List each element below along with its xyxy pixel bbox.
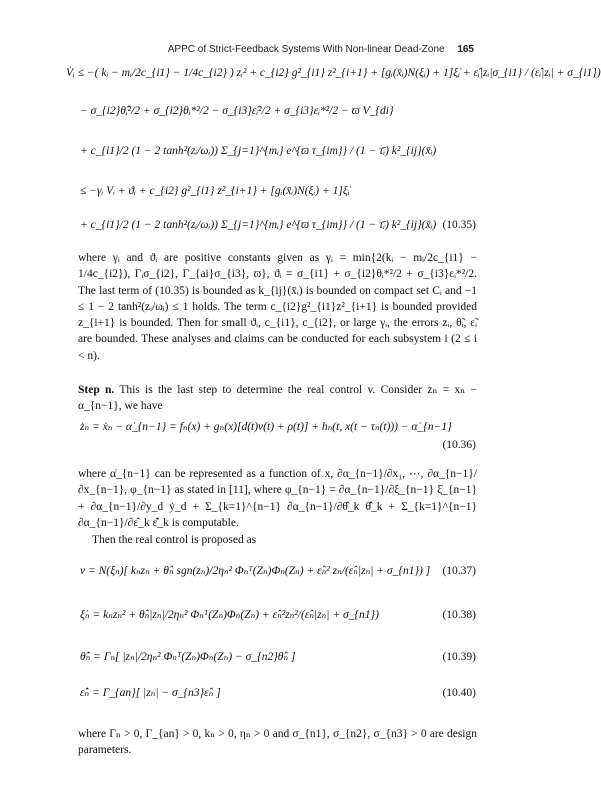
running-title: APPC of Strict-Feedback Systems With Non-linear Dead-Zone xyxy=(167,44,445,55)
eq-10-36-body: żₙ = ẋₙ − α̇_{n−1} = fₙ(x) + gₙ(x)[d(t)v(t) + ρ(t)] + hₙ(t, x(t − τₙ(t))) − α̇_{n−1} xyxy=(80,421,452,433)
paragraph-step-n xyxy=(78,382,477,415)
paragraph-control-intro: Then the real control is proposed as xyxy=(92,534,257,546)
paragraph-design-params: where Γₙ > 0, Γ_{an} > 0, kₙ > 0, ηₙ > 0 and σ_{n1}, σ_{n2}, σ_{n3} > 0 are design parameters. xyxy=(78,728,477,757)
equation-10-35 xyxy=(66,67,601,244)
eq-10-38-body: ξ̇ₙ = kₙzₙ² + θ̂ₙ|zₙ|/2ηₙ² Φₙᵀ(Zₙ)Φₙ(Zₙ) + ε̂ₙ²zₙ²/(ε̂ₙ|zₙ| + σ_{n1}) xyxy=(80,609,379,621)
eq-line-1: V̇ᵢ ≤ −( kᵢ − mᵢ/2c_{i1} − 1/4c_{i2} ) zᵢ² + c_{i2} g²_{i1} z²_{i+1} + [gᵢ(x̄ᵢ)N(ξᵢ) + 1]ξ̇ᵢ + ε̂ᵢ|zᵢ|σ_{i1} / (ε̂ᵢ|zᵢ| + σ_{i1}) xyxy=(66,67,601,79)
equation-number: (10.39) xyxy=(442,651,476,663)
eq-10-40-body: ε̂̇ₙ = Γ_{an}[ |zₙ| − σ_{n3}ε̂ₙ ] xyxy=(80,687,221,699)
equation-10-39 xyxy=(66,638,476,678)
step-label: Step n. xyxy=(78,384,115,396)
equation-number: (10.35) xyxy=(442,219,476,231)
page-number: 165 xyxy=(457,44,474,55)
eq-10-39-body: θ̂̇ₙ = Γₙ[ |zₙ|/2ηₙ² Φₙᵀ(Zₙ)Φₙ(Zₙ) − σ_{n2}θ̂ₙ ] xyxy=(80,651,296,663)
eq-line-5: + c_{i1}/2 (1 − 2 tanh²(zᵢ/ωᵢ)) Σ_{j=1}^{mᵢ} e^{ϖ τ_{im}} / (1 − τ̄ᵢ) k²_{ij}(x̄ᵢ) xyxy=(80,219,437,231)
equation-10-37 xyxy=(66,552,476,592)
running-header xyxy=(0,44,474,55)
equation-10-40 xyxy=(66,684,476,708)
paragraph-alpha-dot: where α̇_{n−1} can be represented as a function of x, ∂α_{n−1}/∂x₁, ⋯, ∂α_{n−1}/∂x_{n−1}, φ_{n−1} as stated in [11], where φ_{n−1} = ∂α_{n−1}/∂ξ_{n−1} ξ̇_{n−1} + ∂α_{n−1}/∂y_d ẏ_d + Σ_{k=1}^{n−1} ∂α_{n−1}/∂θ̂_k θ̂̇_k + Σ_{k=1}^{n−1} ∂α_{n−1}/∂ε̂_k ε̂̇_k is computable. xyxy=(78,468,477,529)
eq-line-3: + c_{i1}/2 (1 − 2 tanh²(zᵢ/ωᵢ)) Σ_{j=1}^{mᵢ} e^{ϖ τ_{im}} / (1 − τ̄ᵢ) k²_{ij}(x̄ᵢ) xyxy=(80,145,437,157)
eq-line-2: − σ_{i2}θ̂ᵢ²/2 + σ_{i2}θᵢ*²/2 − σ_{i3}ε̂ᵢ²/2 + σ_{i3}εᵢ*²/2 − ϖ V_{di} xyxy=(80,105,394,117)
eq-10-37-body: v = N(ξₙ)[ kₙzₙ + θ̂ₙ sgn(zₙ)/2ηₙ² Φₙᵀ(Zₙ)Φₙ(Zₙ) + ε̂ₙ² zₙ/(ε̂ₙ|zₙ| + σ_{n1}) ] xyxy=(80,565,431,577)
eq-line-4: ≤ −γᵢ Vᵢ + ϑᵢ + c_{i2} g²_{i1} z²_{i+1} + [gᵢ(x̄ᵢ)N(ξᵢ) + 1]ξ̇ᵢ xyxy=(80,185,350,197)
paragraph-gamma-vartheta: where γᵢ and ϑᵢ are positive constants given as γᵢ = min{2(kᵢ − mᵢ/2c_{i1} − 1/4c_{i2}), Γᵢσ_{i2}, Γ_{ai}σ_{i3}, ϖ}, ϑᵢ = σ_{i1} + σ_{i2}θᵢ*²/2 + σ_{i3}εᵢ*²/2. The last term of (10.35) is bounded as k_{ij}(x̄ᵢ) is bounded on compact set Cᵢ and −1 ≤ 1 − 2 tanh²(zᵢ/ωᵢ) ≤ 1 holds. The term c_{i2}g²_{i1}z²_{i+1} is bounded provided z_{i+1} is bounded. Then for small ϑᵢ, c_{i1}, c_{i2}, or large γᵢ, the errors zᵢ, θ̃ᵢ, ε̃ᵢ are bounded. These analyses and claims can be conducted for each subsystem i (2 ≤ i < n). xyxy=(78,252,477,362)
equation-number: (10.37) xyxy=(442,565,476,577)
step-text: This is the last step to determine the real control v. Consider zₙ = xₙ − α_{n−1}, we have xyxy=(78,384,477,413)
equation-10-36 xyxy=(66,422,476,462)
equation-10-38 xyxy=(66,596,476,636)
equation-number: (10.40) xyxy=(442,687,476,699)
equation-number: (10.36) xyxy=(442,439,476,451)
equation-number: (10.38) xyxy=(442,609,476,621)
